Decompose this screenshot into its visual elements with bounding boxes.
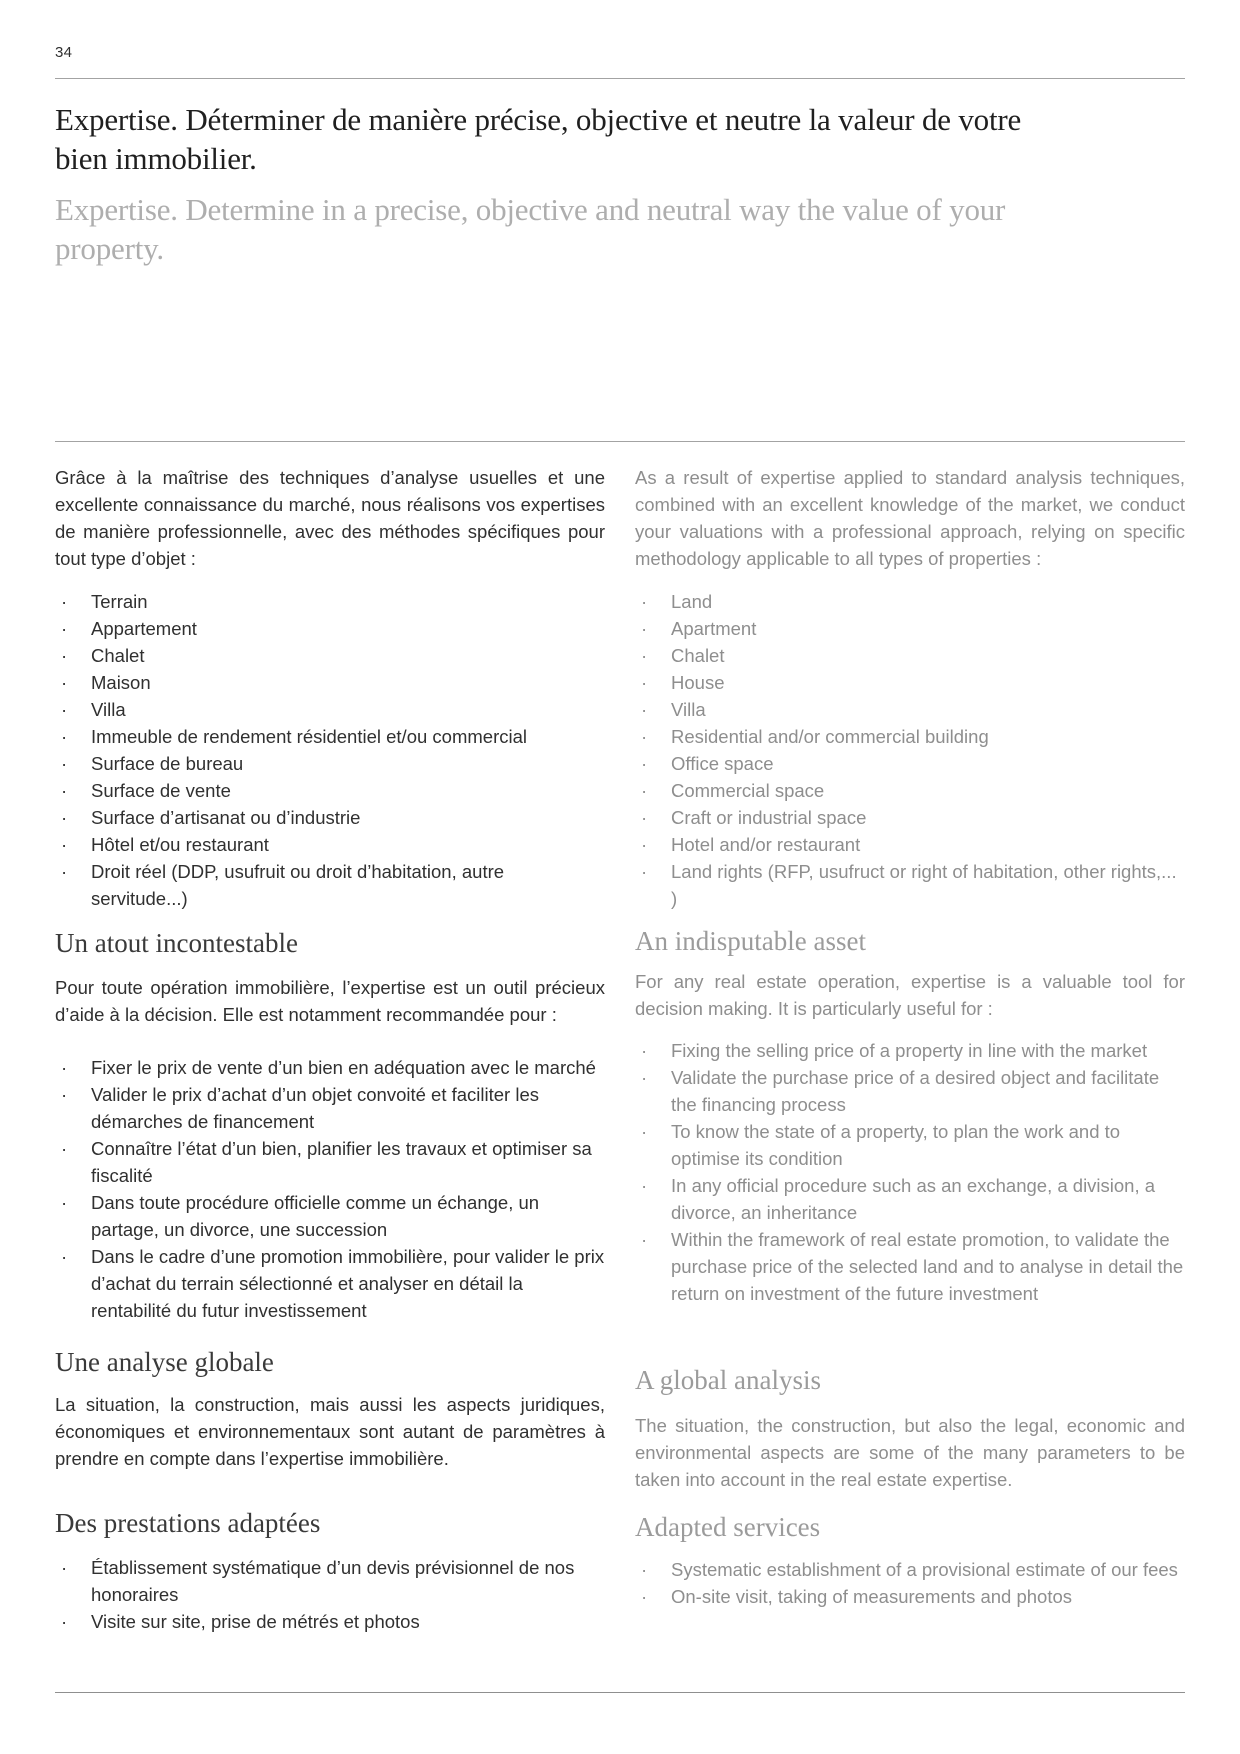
- page-title-fr: Expertise. Déterminer de manière précise, objective et neutre la valeur de votre bien immobilier.: [55, 102, 1022, 176]
- list-item-label: Chalet: [91, 645, 145, 666]
- list-item-label: Craft or industrial space: [671, 807, 867, 828]
- page-title-en: Expertise. Determine in a precise, objective and neutral way the value of your property.: [55, 192, 1006, 266]
- intro-paragraph-en: As a result of expertise applied to standard analysis techniques, combined with an excellent knowledge of the market, we conduct your valuations with a professional approach, relying on specific methodology applicable to all types of properties :: [635, 467, 1185, 569]
- list-item-label: Apartment: [671, 618, 757, 639]
- list-item-label: Droit réel (DDP, usufruit ou droit d’habitation, autre servitude...): [91, 861, 505, 909]
- list-item-label: House: [671, 672, 725, 693]
- list-item: [55, 858, 605, 912]
- bullet-icon: [641, 1118, 647, 1145]
- list-item: [635, 804, 1185, 831]
- asset-intro-fr: Pour toute opération immobilière, l’expertise est un outil précieux d’aide à la décision. Elle est notamment recommandée pour :: [55, 977, 605, 1025]
- bullet-icon: [61, 723, 67, 750]
- bullet-icon: [61, 1608, 67, 1635]
- section-heading-analysis-fr: Une analyse globale: [55, 1347, 274, 1377]
- bullet-icon: [61, 1554, 67, 1581]
- services-list-en: [635, 1556, 1185, 1610]
- list-item-label: Maison: [91, 672, 151, 693]
- list-item: [55, 1608, 605, 1635]
- bullet-icon: [61, 777, 67, 804]
- list-item: [55, 723, 605, 750]
- list-item: [55, 1554, 605, 1608]
- bullet-icon: [641, 669, 647, 696]
- list-item-label: Residential and/or commercial building: [671, 726, 989, 747]
- list-item: [635, 1556, 1185, 1583]
- list-item: [635, 777, 1185, 804]
- list-item-label: Surface de vente: [91, 780, 231, 801]
- section-rule: [55, 441, 1185, 442]
- property-type-list-fr: [55, 588, 605, 912]
- list-item-label: Connaître l’état d’un bien, planifier les travaux et optimiser sa fiscalité: [91, 1138, 592, 1186]
- list-item-label: Within the framework of real estate promotion, to validate the purchase price of the selected land and to analyse in detail the return on investment of the future investment: [671, 1229, 1184, 1304]
- list-item-label: On-site visit, taking of measurements and photos: [671, 1586, 1073, 1607]
- list-item: [635, 831, 1185, 858]
- list-item: [55, 804, 605, 831]
- list-item-label: Validate the purchase price of a desired object and facilitate the financing process: [671, 1067, 1160, 1115]
- bullet-icon: [641, 858, 647, 885]
- asset-intro-en: For any real estate operation, expertise is a valuable tool for decision making. It is particularly useful for :: [635, 971, 1185, 1019]
- list-item: [635, 615, 1185, 642]
- list-item-label: Fixer le prix de vente d’un bien en adéquation avec le marché: [91, 1057, 596, 1078]
- list-item-label: Surface de bureau: [91, 753, 244, 774]
- bullet-icon: [641, 1583, 647, 1610]
- list-item: [55, 831, 605, 858]
- list-item: [55, 1189, 605, 1243]
- bullet-icon: [61, 750, 67, 777]
- list-item: [55, 642, 605, 669]
- list-item-label: Fixing the selling price of a property in line with the market: [671, 1040, 1148, 1061]
- list-item-label: Land: [671, 591, 713, 612]
- intro-paragraph-fr: Grâce à la maîtrise des techniques d’analyse usuelles et une excellente connaissance du marché, nous réalisons vos expertises de manière professionnelle, avec des méthodes spécifiques pour tout type d’objet :: [55, 467, 605, 569]
- list-item: [55, 1054, 605, 1081]
- bullet-icon: [61, 1189, 67, 1216]
- bullet-icon: [641, 804, 647, 831]
- list-item: [55, 750, 605, 777]
- list-item: [635, 750, 1185, 777]
- list-item: [635, 723, 1185, 750]
- list-item-label: Villa: [91, 699, 126, 720]
- list-item: [55, 1135, 605, 1189]
- list-item-label: Chalet: [671, 645, 725, 666]
- list-item: [635, 1172, 1185, 1226]
- bullet-icon: [641, 1226, 647, 1253]
- list-item-label: Hôtel et/ou restaurant: [91, 834, 269, 855]
- section-heading-services-en: Adapted services: [635, 1512, 821, 1542]
- asset-list-fr: [55, 1054, 605, 1324]
- bottom-rule: [55, 1692, 1185, 1693]
- list-item: [635, 1226, 1185, 1307]
- list-item-label: Immeuble de rendement résidentiel et/ou commercial: [91, 726, 527, 747]
- list-item-label: In any official procedure such as an exchange, a division, a divorce, an inheritance: [671, 1175, 1156, 1223]
- bullet-icon: [61, 588, 67, 615]
- list-item: [635, 1037, 1185, 1064]
- list-item: [635, 1583, 1185, 1610]
- bullet-icon: [641, 750, 647, 777]
- section-heading-analysis-en: A global analysis: [635, 1365, 821, 1395]
- bullet-icon: [61, 1135, 67, 1162]
- list-item: [635, 588, 1185, 615]
- list-item-label: Surface d’artisanat ou d’industrie: [91, 807, 361, 828]
- list-item: [635, 1118, 1185, 1172]
- bullet-icon: [641, 642, 647, 669]
- section-heading-asset-fr: Un atout incontestable: [55, 928, 298, 958]
- bullet-icon: [641, 777, 647, 804]
- bullet-icon: [61, 1054, 67, 1081]
- list-item: [635, 1064, 1185, 1118]
- bullet-icon: [641, 1037, 647, 1064]
- list-item: [55, 1081, 605, 1135]
- list-item-label: Terrain: [91, 591, 148, 612]
- top-rule: [55, 78, 1185, 79]
- list-item-label: To know the state of a property, to plan the work and to optimise its condition: [671, 1121, 1121, 1169]
- page-number: 34: [55, 44, 73, 61]
- property-type-list-en: [635, 588, 1185, 912]
- bullet-icon: [61, 615, 67, 642]
- list-item-label: Office space: [671, 753, 774, 774]
- bullet-icon: [61, 1081, 67, 1108]
- services-list-fr: [55, 1554, 605, 1635]
- bullet-icon: [641, 615, 647, 642]
- bullet-icon: [641, 1172, 647, 1199]
- bullet-icon: [61, 696, 67, 723]
- bullet-icon: [61, 831, 67, 858]
- list-item: [55, 588, 605, 615]
- bullet-icon: [61, 858, 67, 885]
- list-item: [635, 669, 1185, 696]
- list-item-label: Systematic establishment of a provisional estimate of our fees: [671, 1559, 1178, 1580]
- bullet-icon: [641, 723, 647, 750]
- list-item: [55, 696, 605, 723]
- list-item-label: Appartement: [91, 618, 197, 639]
- list-item-label: Commercial space: [671, 780, 825, 801]
- list-item-label: Villa: [671, 699, 706, 720]
- bullet-icon: [641, 696, 647, 723]
- bullet-icon: [641, 831, 647, 858]
- list-item: [635, 642, 1185, 669]
- analysis-paragraph-fr: La situation, la construction, mais aussi les aspects juridiques, économiques et environnementaux sont autant de paramètres à prendre en compte dans l’expertise immobilière.: [55, 1394, 605, 1469]
- list-item: [635, 858, 1185, 912]
- list-item-label: Valider le prix d’achat d’un objet convoité et faciliter les démarches de financement: [91, 1084, 540, 1132]
- section-heading-services-fr: Des prestations adaptées: [55, 1508, 321, 1538]
- bullet-icon: [61, 1243, 67, 1270]
- bullet-icon: [641, 588, 647, 615]
- list-item: [55, 777, 605, 804]
- list-item-label: Dans toute procédure officielle comme un échange, un partage, un divorce, une succession: [91, 1192, 540, 1240]
- list-item-label: Visite sur site, prise de métrés et photos: [91, 1611, 420, 1632]
- list-item: [635, 696, 1185, 723]
- bullet-icon: [641, 1556, 647, 1583]
- analysis-paragraph-en: The situation, the construction, but also the legal, economic and environmental aspects are some of the many parameters to be taken into account in the real estate expertise.: [635, 1415, 1185, 1490]
- list-item: [55, 669, 605, 696]
- bullet-icon: [61, 669, 67, 696]
- section-heading-asset-en: An indisputable asset: [635, 926, 866, 956]
- list-item-label: Land rights (RFP, usufruct or right of habitation, other rights,... ): [671, 861, 1177, 909]
- bullet-icon: [61, 804, 67, 831]
- list-item: [55, 615, 605, 642]
- bullet-icon: [61, 642, 67, 669]
- list-item-label: Hotel and/or restaurant: [671, 834, 861, 855]
- bullet-icon: [641, 1064, 647, 1091]
- asset-list-en: [635, 1037, 1185, 1307]
- list-item: [55, 1243, 605, 1324]
- list-item-label: Établissement systématique d’un devis prévisionnel de nos honoraires: [91, 1557, 575, 1605]
- list-item-label: Dans le cadre d’une promotion immobilière, pour valider le prix d’achat du terrain sélectionné et analyser en détail la rentabilité du futur investissement: [91, 1246, 605, 1321]
